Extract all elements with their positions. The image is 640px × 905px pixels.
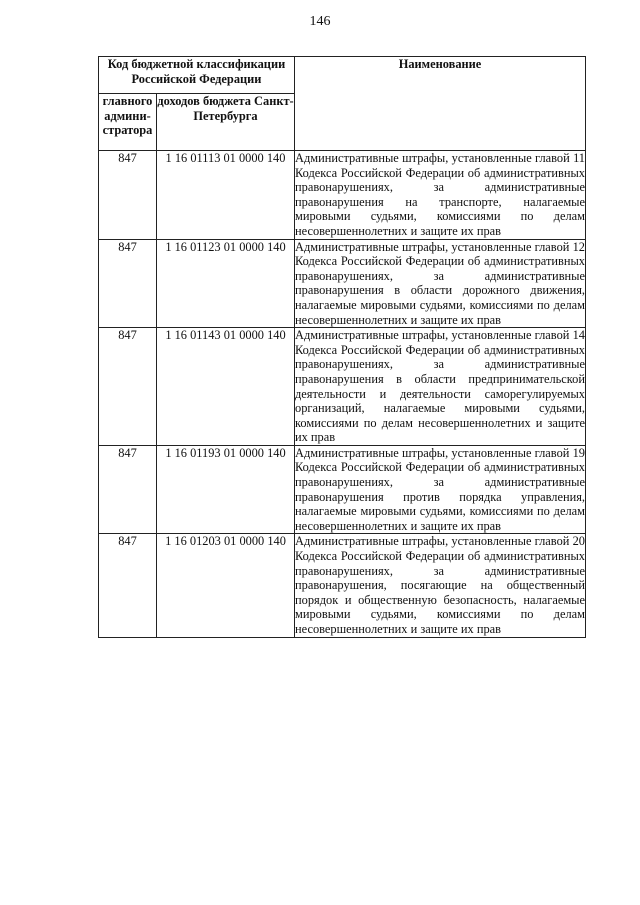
budget-classification-table	[98, 56, 586, 638]
header-spb-budget-income: доходов бюджета Санкт-Петербурга	[157, 94, 295, 151]
income-name-cell: Административные штрафы, установленные главой 12 Кодекса Российской Федерации об административных правонарушениях, за административные правонарушения в области дорожного движения, налагаемые мировыми судьями, комиссиями по делам несовершеннолетних и защите их прав	[295, 239, 585, 327]
header-main-administrator: главного админи-стратора	[99, 94, 157, 151]
page-number: 146	[309, 14, 331, 29]
income-code-cell: 1 16 01123 01 0000 140	[157, 239, 295, 328]
income-name-cell: Административные штрафы, установленные главой 14 Кодекса Российской Федерации об административных правонарушениях, за административные правонарушения в области предпринимательской деятельности и деятельности саморегулируемых организаций, налагаемые мировыми судьями, комиссиями по делам несовершеннолетних и защите их прав	[295, 328, 585, 445]
income-name-cell: Административные штрафы, установленные главой 11 Кодекса Российской Федерации об административных правонарушениях, за административные правонарушения на транспорте, налагаемые мировыми судьями, комиссиями по делам несовершеннолетних и защите их прав	[295, 151, 585, 238]
admin-code-cell: 847	[99, 328, 157, 446]
income-name-cell: Административные штрафы, установленные главой 20 Кодекса Российской Федерации об административных правонарушениях, за административные правонарушения, посягающие на общественный порядок и общественную безопасность, налагаемые мировыми судьями, комиссиями по делам несовершеннолетних и защите их прав	[295, 534, 585, 636]
income-code-cell: 1 16 01143 01 0000 140	[157, 328, 295, 446]
income-code-cell: 1 16 01193 01 0000 140	[157, 445, 295, 534]
table-row	[99, 239, 586, 328]
table-row	[99, 151, 586, 240]
income-code-cell: 1 16 01113 01 0000 140	[157, 151, 295, 240]
admin-code-cell: 847	[99, 445, 157, 534]
table-header-row	[99, 57, 586, 94]
table-row	[99, 534, 586, 637]
table-row	[99, 445, 586, 534]
income-code-cell: 1 16 01203 01 0000 140	[157, 534, 295, 637]
income-name-cell: Административные штрафы, установленные главой 19 Кодекса Российской Федерации об административных правонарушениях, за административные правонарушения против порядка управления, налагаемые мировыми судьями, комиссиями по делам несовершеннолетних и защите их прав	[295, 445, 585, 533]
header-budget-code-group: Код бюджетной классификации Российской Федерации	[99, 57, 295, 94]
admin-code-cell: 847	[99, 151, 157, 240]
admin-code-cell: 847	[99, 239, 157, 328]
header-name: Наименование	[295, 57, 586, 151]
admin-code-cell: 847	[99, 534, 157, 637]
table-row	[99, 328, 586, 446]
